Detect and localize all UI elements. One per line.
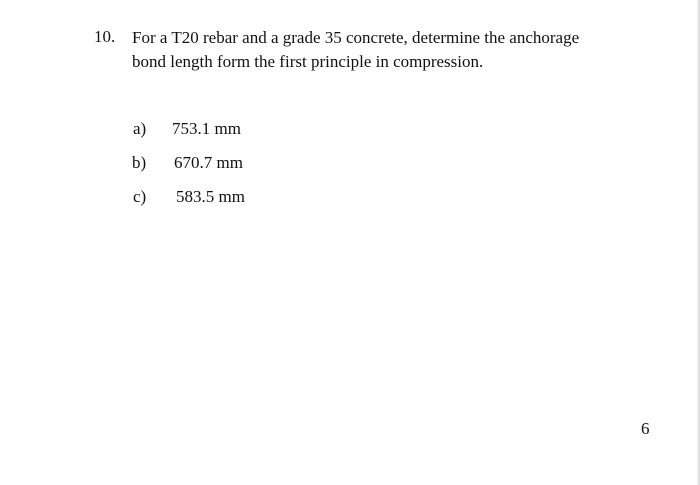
question-text-line-1: For a T20 rebar and a grade 35 concrete, determine the anchorage bbox=[132, 28, 580, 47]
question-number: 10. bbox=[94, 27, 116, 46]
page-number: 6 bbox=[641, 419, 650, 438]
question-text-line-2: bond length form the first principle in compression. bbox=[132, 52, 484, 71]
option-c-label: c) bbox=[133, 187, 147, 206]
question-text bbox=[132, 26, 612, 74]
option-c-value: 583.5 mm bbox=[176, 187, 245, 206]
option-b-value: 670.7 mm bbox=[174, 153, 243, 172]
option-b-label: b) bbox=[132, 153, 147, 172]
option-a-value: 753.1 mm bbox=[172, 119, 241, 138]
option-a-label: a) bbox=[133, 119, 147, 138]
